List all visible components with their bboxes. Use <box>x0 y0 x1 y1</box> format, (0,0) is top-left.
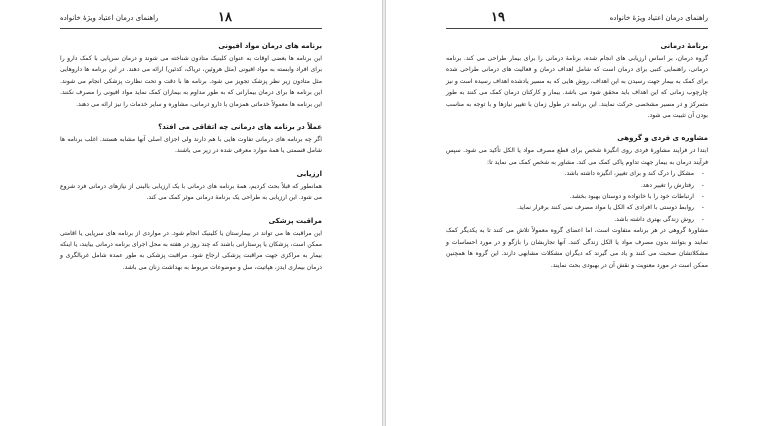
right-page-content <box>446 40 708 271</box>
list-item: - ارتباطات خود را با خانواده و دوستان بهبود بخشد. <box>446 191 694 202</box>
list-item: - مشکل را درک کند و برای تغییر، انگیزه داشته باشد. <box>446 168 694 179</box>
left-page-number: ۱۸ <box>218 10 232 25</box>
section-heading-treatment-plan: برنامهٔ درمانی <box>660 42 708 50</box>
list-item: - روش زندگی بهتری داشته باشد. <box>446 214 694 225</box>
section-text-what-happens: اگر چه برنامه های درمانی تفاوت هایی با هم دارند ولی اجزای اصلی آنها مشابه هستند. اغلب برنامه ها شامل قسمتی یا همهٔ موارد معرفی شده در زیر می باشند. <box>60 136 322 155</box>
right-page-number: ۱۹ <box>491 10 505 25</box>
section-heading-medical-care: مراقبت پزشکی <box>268 216 322 225</box>
list-item: - روابط دوستی با افرادی که الکل یا مواد مصرف نمی کنند برقرار نماید. <box>446 202 694 213</box>
right-page-header <box>446 10 708 29</box>
counseling-goals-list <box>446 168 708 225</box>
section-text-assessment: همانطور که قبلاً بحث کردیم، همهٔ برنامه های درمانی با یک ارزیابی بالینی از نیازهای درمانی فرد شروع می شود. این ارزیابی به طراحی یک برنامهٔ درمانی موثر کمک می کند. <box>60 182 323 202</box>
left-page-header-title: راهنمای درمان اعتیاد ویژهٔ خانواده <box>60 14 159 22</box>
section-heading-opioid: برنامه های درمان مواد افیونی <box>218 42 322 50</box>
section-text-treatment-plan: گروه درمان، بر اساس ارزیابی های انجام شده، برنامهٔ درمانی را برای بیمار طراحی می کند. برنامه درمانی، راهنمایی کتبی برای درمان است که شامل اهداف درمان و فعالیت های درمانی طراحی شده برای کمک به بیمار جهت رسیدن به این اهداف، روش هایی که به مسیر یادشده اهداف رسیده است و نیز چارچوب زمانی که این اهداف باید محقق شود می باشد. بیمار و کارکنان درمان کمک می کنند به طور متمرکز و در مسیر مشخصی حرکت نمایند. این برنامه در طول زمان با تغییر نیازها و با توجه به مناسب بودن آن تثبیت می شود. <box>446 55 709 120</box>
left-page <box>0 0 383 426</box>
section-heading-what-happens: عملاً در برنامه های درمانی چه اتفاقی می افتد؟ <box>158 123 322 132</box>
right-page <box>385 0 768 426</box>
section-heading-counseling: مشاوره ی فردی و گروهی <box>617 134 708 143</box>
section-heading-assessment: ارزیابی <box>296 169 322 178</box>
section-text-counseling-group: مشاورهٔ گروهی در هر برنامه متفاوت است، اما اعضای گروه معمولاً تلاش می کنند تا به یکدیگر کمک نمایند و بتوانند بدون مصرف مواد یا الکل زندگی کنند. آنها تجاربشان را بازگو و در مورد احساسات و مشکلاتشان صحبت می کنند و یاد می گیرند که دیگران مشکلات مشابهی دارند. این گروه ها همچنین ممکن است در مورد معنویت و نقش آن در بهبودی بحث نمایند. <box>446 227 708 269</box>
list-item: - رفتارش را تغییر دهد. <box>446 180 694 191</box>
section-text-counseling-intro: ابتدا در فرایند مشاورهٔ فردی روی انگیزهٔ شخص برای قطع مصرف مواد یا الکل تأکید می شود. سپس فرآیند درمان به بیمار جهت تداوم پاکی کمک می کند. مشاور به شخص کمک می نماید تا: <box>446 147 709 166</box>
right-page-header-title: راهنمای درمان اعتیاد ویژهٔ خانواده <box>609 14 708 22</box>
left-page-header <box>60 10 322 29</box>
section-text-medical-care: این مراقبت ها می تواند در بیمارستان یا کلینیک انجام شود. در مواردی از برنامه های سرپایی یا اقامتی ممکن است، پزشکان یا پرستارانی باشند که چند روز در هفته به محل اجرای برنامه درمانی بیایند، یا اینکه بیمار به مراکزی جهت مراقبت پزشکی ارجاع شود. مراقبت پزشکی به طور عمده شامل غربالگری و درمان بیماری ایدز، هپاتیت، سل و موضوعات مربوط به بهداشت زنان می باشد. <box>60 229 323 271</box>
left-page-content <box>60 40 322 273</box>
section-text-opioid: این برنامه ها بعضی اوقات به عنوان کلینیک متادون شناخته می شوند و درمان سرپایی با کمک دارو را برای افراد وابسته به مواد افیونی (مثل هروئین، تریاک، کدئین) ارائه می دهند. در این برنامه ها داروهایی مثل متادون زیر نظر پزشک تجویز می شود. برنامه ها با دقت و تحت نظارت پزشکی انجام می شوند. این برنامه ها برای درمان بیمارانی که به طور مداوم به بیماران کمک نماید مواد افیونی را مصرف نکنند. این برنامه ها معمولاً خدماتی همزمان با دارو درمانی، مشاوره و سایر خدمات را نیز ارائه می دهند. <box>60 55 323 108</box>
